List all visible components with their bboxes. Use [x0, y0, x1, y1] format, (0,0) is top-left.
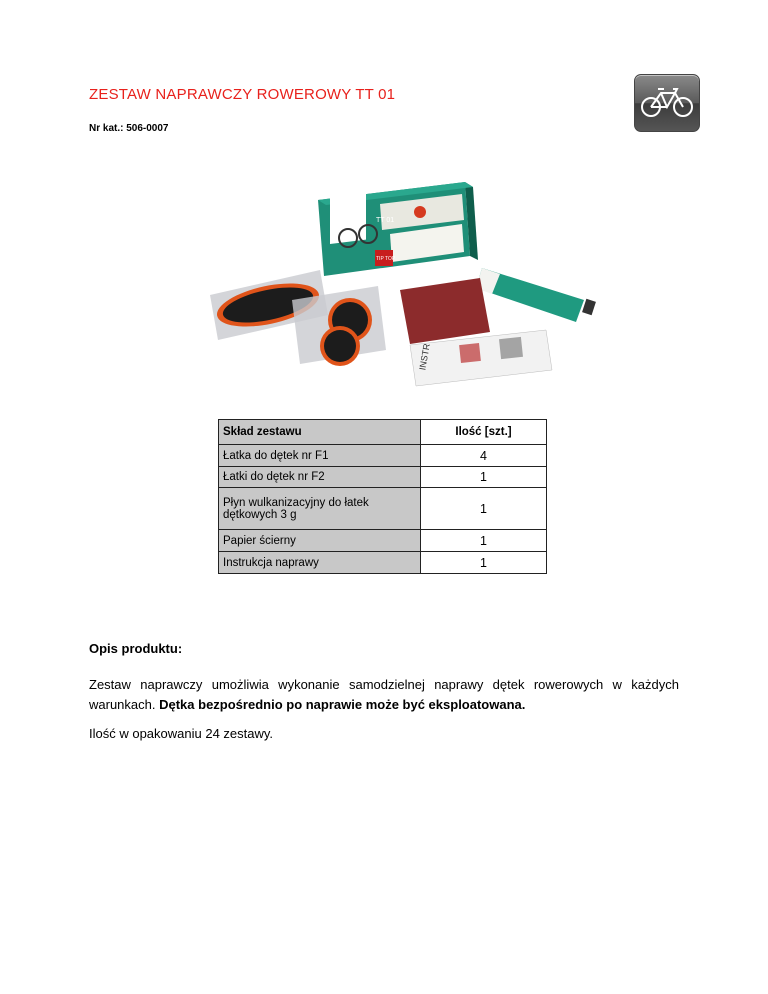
packaging-info: Ilość w opakowaniu 24 zestawy.: [89, 726, 274, 741]
table-row: [219, 530, 547, 552]
table-cell-qty: 1: [421, 552, 547, 574]
table-cell-name: Papier ścierny: [219, 530, 421, 552]
catalog-number: Nr kat.: 506-0007: [89, 123, 169, 134]
box-model-label: TT 01: [376, 217, 395, 224]
table-row: [219, 445, 547, 467]
table-cell-name: Instrukcja naprawy: [219, 552, 421, 574]
description-bold: Dętka bezpośrednio po naprawie może być eksploatowana.: [159, 697, 526, 712]
table-cell-qty: 1: [421, 467, 547, 488]
document-title: ZESTAW NAPRAWCZY ROWEROWY TT 01: [89, 86, 396, 103]
table-row: [219, 488, 547, 530]
instruction-label: INSTR: [417, 342, 432, 371]
box-brand-label: TIP TOP: [376, 256, 396, 262]
table-cell-name: Płyn wulkanizacyjny do łatek dętkowych 3 g: [219, 488, 421, 530]
description-normal: Zestaw naprawczy umożliwia wykonanie samodzielnej naprawy dętek rowerowych w każdych warunkach.: [89, 677, 679, 712]
composition-table: [218, 419, 547, 574]
description-text: [89, 675, 679, 715]
table-cell-qty: 4: [421, 445, 547, 467]
table-header-row: [219, 420, 547, 445]
table-cell-qty: 1: [421, 530, 547, 552]
sandpaper: [400, 278, 490, 344]
product-image: [200, 160, 610, 400]
table-cell-name: Łatka do dętek nr F1: [219, 445, 421, 467]
description-heading: Opis produktu:: [89, 641, 183, 656]
table-cell-name: Łatki do dętek nr F2: [219, 467, 421, 488]
glue-tube: [476, 268, 596, 322]
bicycle-icon: [634, 74, 700, 132]
patch-round-2: [320, 326, 360, 366]
table-cell-qty: 1: [421, 488, 547, 530]
table-row: [219, 552, 547, 574]
repair-kit-box: [318, 182, 478, 276]
table-header-quantity: Ilość [szt.]: [421, 420, 547, 445]
table-row: [219, 467, 547, 488]
table-header-composition: Skład zestawu: [219, 420, 421, 445]
